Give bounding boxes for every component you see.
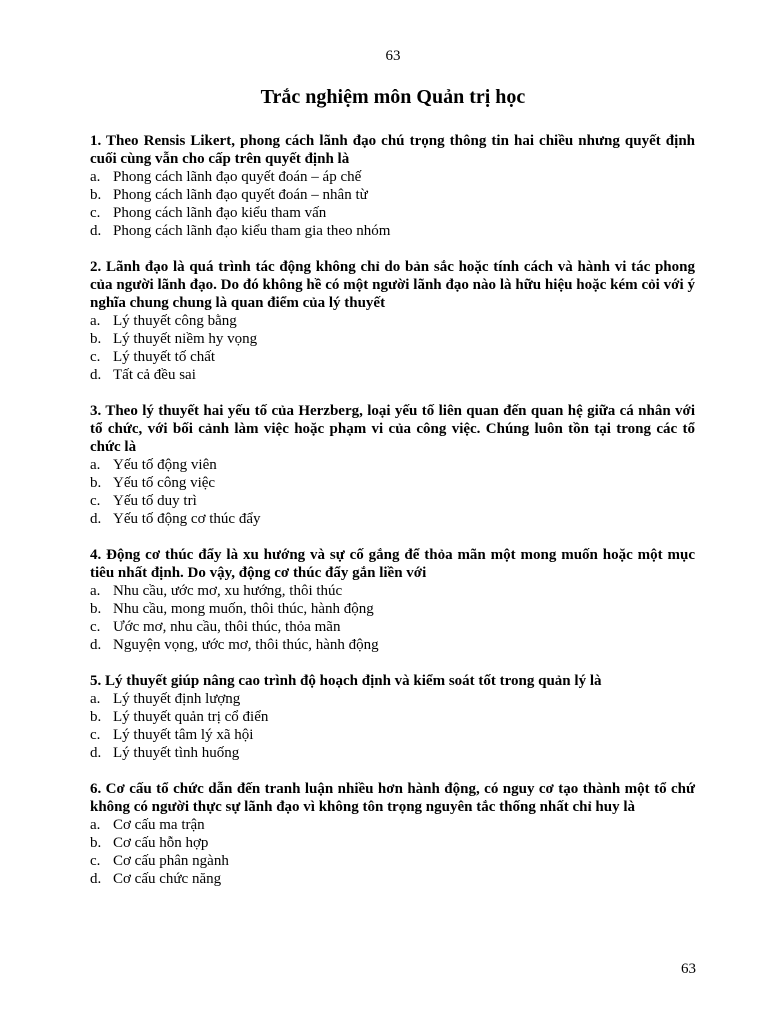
option-list	[90, 312, 695, 384]
option-letter: a.	[90, 817, 101, 833]
option-item	[90, 582, 695, 600]
option-text: Yếu tố duy trì	[113, 493, 197, 509]
option-text: Nhu cầu, ước mơ, xu hướng, thôi thúc	[113, 583, 343, 599]
option-letter: c.	[90, 853, 101, 869]
question-5	[90, 672, 695, 762]
option-text: Cơ cấu phân ngành	[113, 853, 229, 869]
option-text: Lý thuyết tố chất	[113, 349, 216, 365]
option-letter: d.	[90, 367, 102, 383]
option-text: Phong cách lãnh đạo kiểu tham gia theo nhóm	[113, 223, 391, 239]
option-letter: c.	[90, 727, 101, 743]
option-text: Phong cách lãnh đạo quyết đoán – nhân từ	[113, 187, 368, 203]
question-6	[90, 780, 695, 888]
option-list	[90, 582, 695, 654]
question-1	[90, 132, 695, 240]
option-letter: d.	[90, 223, 102, 239]
question-list	[90, 132, 695, 906]
option-item	[90, 744, 695, 762]
option-letter: c.	[90, 493, 101, 509]
option-text: Lý thuyết tâm lý xã hội	[113, 727, 254, 743]
option-letter: b.	[90, 475, 102, 491]
option-item	[90, 816, 695, 834]
option-item	[90, 366, 695, 384]
option-list	[90, 168, 695, 240]
option-letter: c.	[90, 349, 101, 365]
option-letter: b.	[90, 601, 102, 617]
question-text: 5. Lý thuyết giúp nâng cao trình độ hoạch định và kiểm soát tốt trong quản lý là	[90, 673, 602, 689]
option-item	[90, 726, 695, 744]
option-list	[90, 456, 695, 528]
option-item	[90, 636, 695, 654]
option-item	[90, 852, 695, 870]
option-text: Cơ cấu chức năng	[113, 871, 222, 887]
option-text: Yếu tố động cơ thúc đẩy	[113, 511, 261, 527]
page-number-bottom: 63	[681, 961, 696, 977]
option-item	[90, 312, 695, 330]
option-text: Ước mơ, nhu cầu, thôi thúc, thỏa mãn	[113, 619, 341, 635]
page-number-top: 63	[385, 48, 401, 64]
option-text: Lý thuyết niềm hy vọng	[113, 331, 258, 347]
question-3	[90, 402, 695, 528]
option-letter: b.	[90, 187, 102, 203]
option-text: Lý thuyết công bằng	[113, 313, 237, 329]
option-text: Yếu tố công việc	[113, 475, 216, 491]
option-list	[90, 816, 695, 888]
option-item	[90, 492, 695, 510]
option-text: Cơ cấu hỗn hợp	[113, 835, 209, 851]
page-title: Trắc nghiệm môn Quản trị học	[260, 86, 526, 108]
option-text: Phong cách lãnh đạo kiểu tham vấn	[113, 205, 327, 221]
option-item	[90, 186, 695, 204]
option-text: Lý thuyết tình huống	[113, 745, 240, 761]
question-text: 1. Theo Rensis Likert, phong cách lãnh đạo chú trọng thông tin hai chiều nhưng quyết định cuối cùng vẫn cho cấp trên quyết định là	[90, 133, 695, 167]
question-text: 2. Lãnh đạo là quá trình tác động không chỉ do bản sắc hoặc tính cách và hành vi tác phong của người lãnh đạo. Do đó không hề có một người lãnh đạo nào là hữu hiệu hoặc kém cỏi với ý nghĩa chung chung là quan điểm của lý thuyết	[90, 259, 695, 311]
option-text: Lý thuyết quản trị cổ điển	[113, 709, 269, 725]
option-letter: a.	[90, 691, 101, 707]
option-item	[90, 600, 695, 618]
option-text: Lý thuyết định lượng	[113, 691, 241, 707]
option-item	[90, 168, 695, 186]
option-item	[90, 474, 695, 492]
option-item	[90, 456, 695, 474]
option-letter: a.	[90, 169, 101, 185]
option-letter: a.	[90, 457, 101, 473]
option-letter: d.	[90, 511, 102, 527]
option-text: Tất cả đều sai	[113, 367, 196, 383]
option-list	[90, 690, 695, 762]
option-letter: b.	[90, 835, 102, 851]
option-item	[90, 222, 695, 240]
option-letter: a.	[90, 313, 101, 329]
question-text: 4. Động cơ thúc đẩy là xu hướng và sự cố gắng để thỏa mãn một mong muốn hoặc một mục tiêu nhất định. Do vậy, động cơ thúc đẩy gắn liền với	[90, 547, 695, 581]
option-item	[90, 204, 695, 222]
option-text: Yếu tố động viên	[113, 457, 217, 473]
option-item	[90, 834, 695, 852]
option-letter: b.	[90, 331, 102, 347]
option-letter: b.	[90, 709, 102, 725]
option-letter: c.	[90, 619, 101, 635]
question-4	[90, 546, 695, 654]
question-text: 3. Theo lý thuyết hai yếu tố của Herzberg, loại yếu tố liên quan đến quan hệ giữa cá nhân với tổ chức, với bối cảnh làm việc hoặc phạm vi của công việc. Chúng luôn tồn tại trong các tổ chức là	[90, 403, 695, 455]
option-item	[90, 330, 695, 348]
option-item	[90, 510, 695, 528]
option-item	[90, 618, 695, 636]
option-text: Nhu cầu, mong muốn, thôi thúc, hành động	[113, 601, 374, 617]
option-letter: d.	[90, 871, 102, 887]
option-text: Nguyện vọng, ước mơ, thôi thúc, hành động	[113, 637, 379, 653]
question-2	[90, 258, 695, 384]
option-letter: a.	[90, 583, 101, 599]
option-letter: d.	[90, 637, 102, 653]
question-text: 6. Cơ cấu tổ chức dẫn đến tranh luận nhiều hơn hành động, có nguy cơ tạo thành một tổ chứ không có người thực sự lãnh đạo vì không tôn trọng nguyên tắc thống nhất chỉ huy là	[90, 781, 695, 815]
option-item	[90, 348, 695, 366]
option-item	[90, 870, 695, 888]
option-item	[90, 690, 695, 708]
option-text: Phong cách lãnh đạo quyết đoán – áp chế	[113, 169, 362, 185]
option-letter: d.	[90, 745, 102, 761]
option-letter: c.	[90, 205, 101, 221]
option-text: Cơ cấu ma trận	[113, 817, 205, 833]
option-item	[90, 708, 695, 726]
